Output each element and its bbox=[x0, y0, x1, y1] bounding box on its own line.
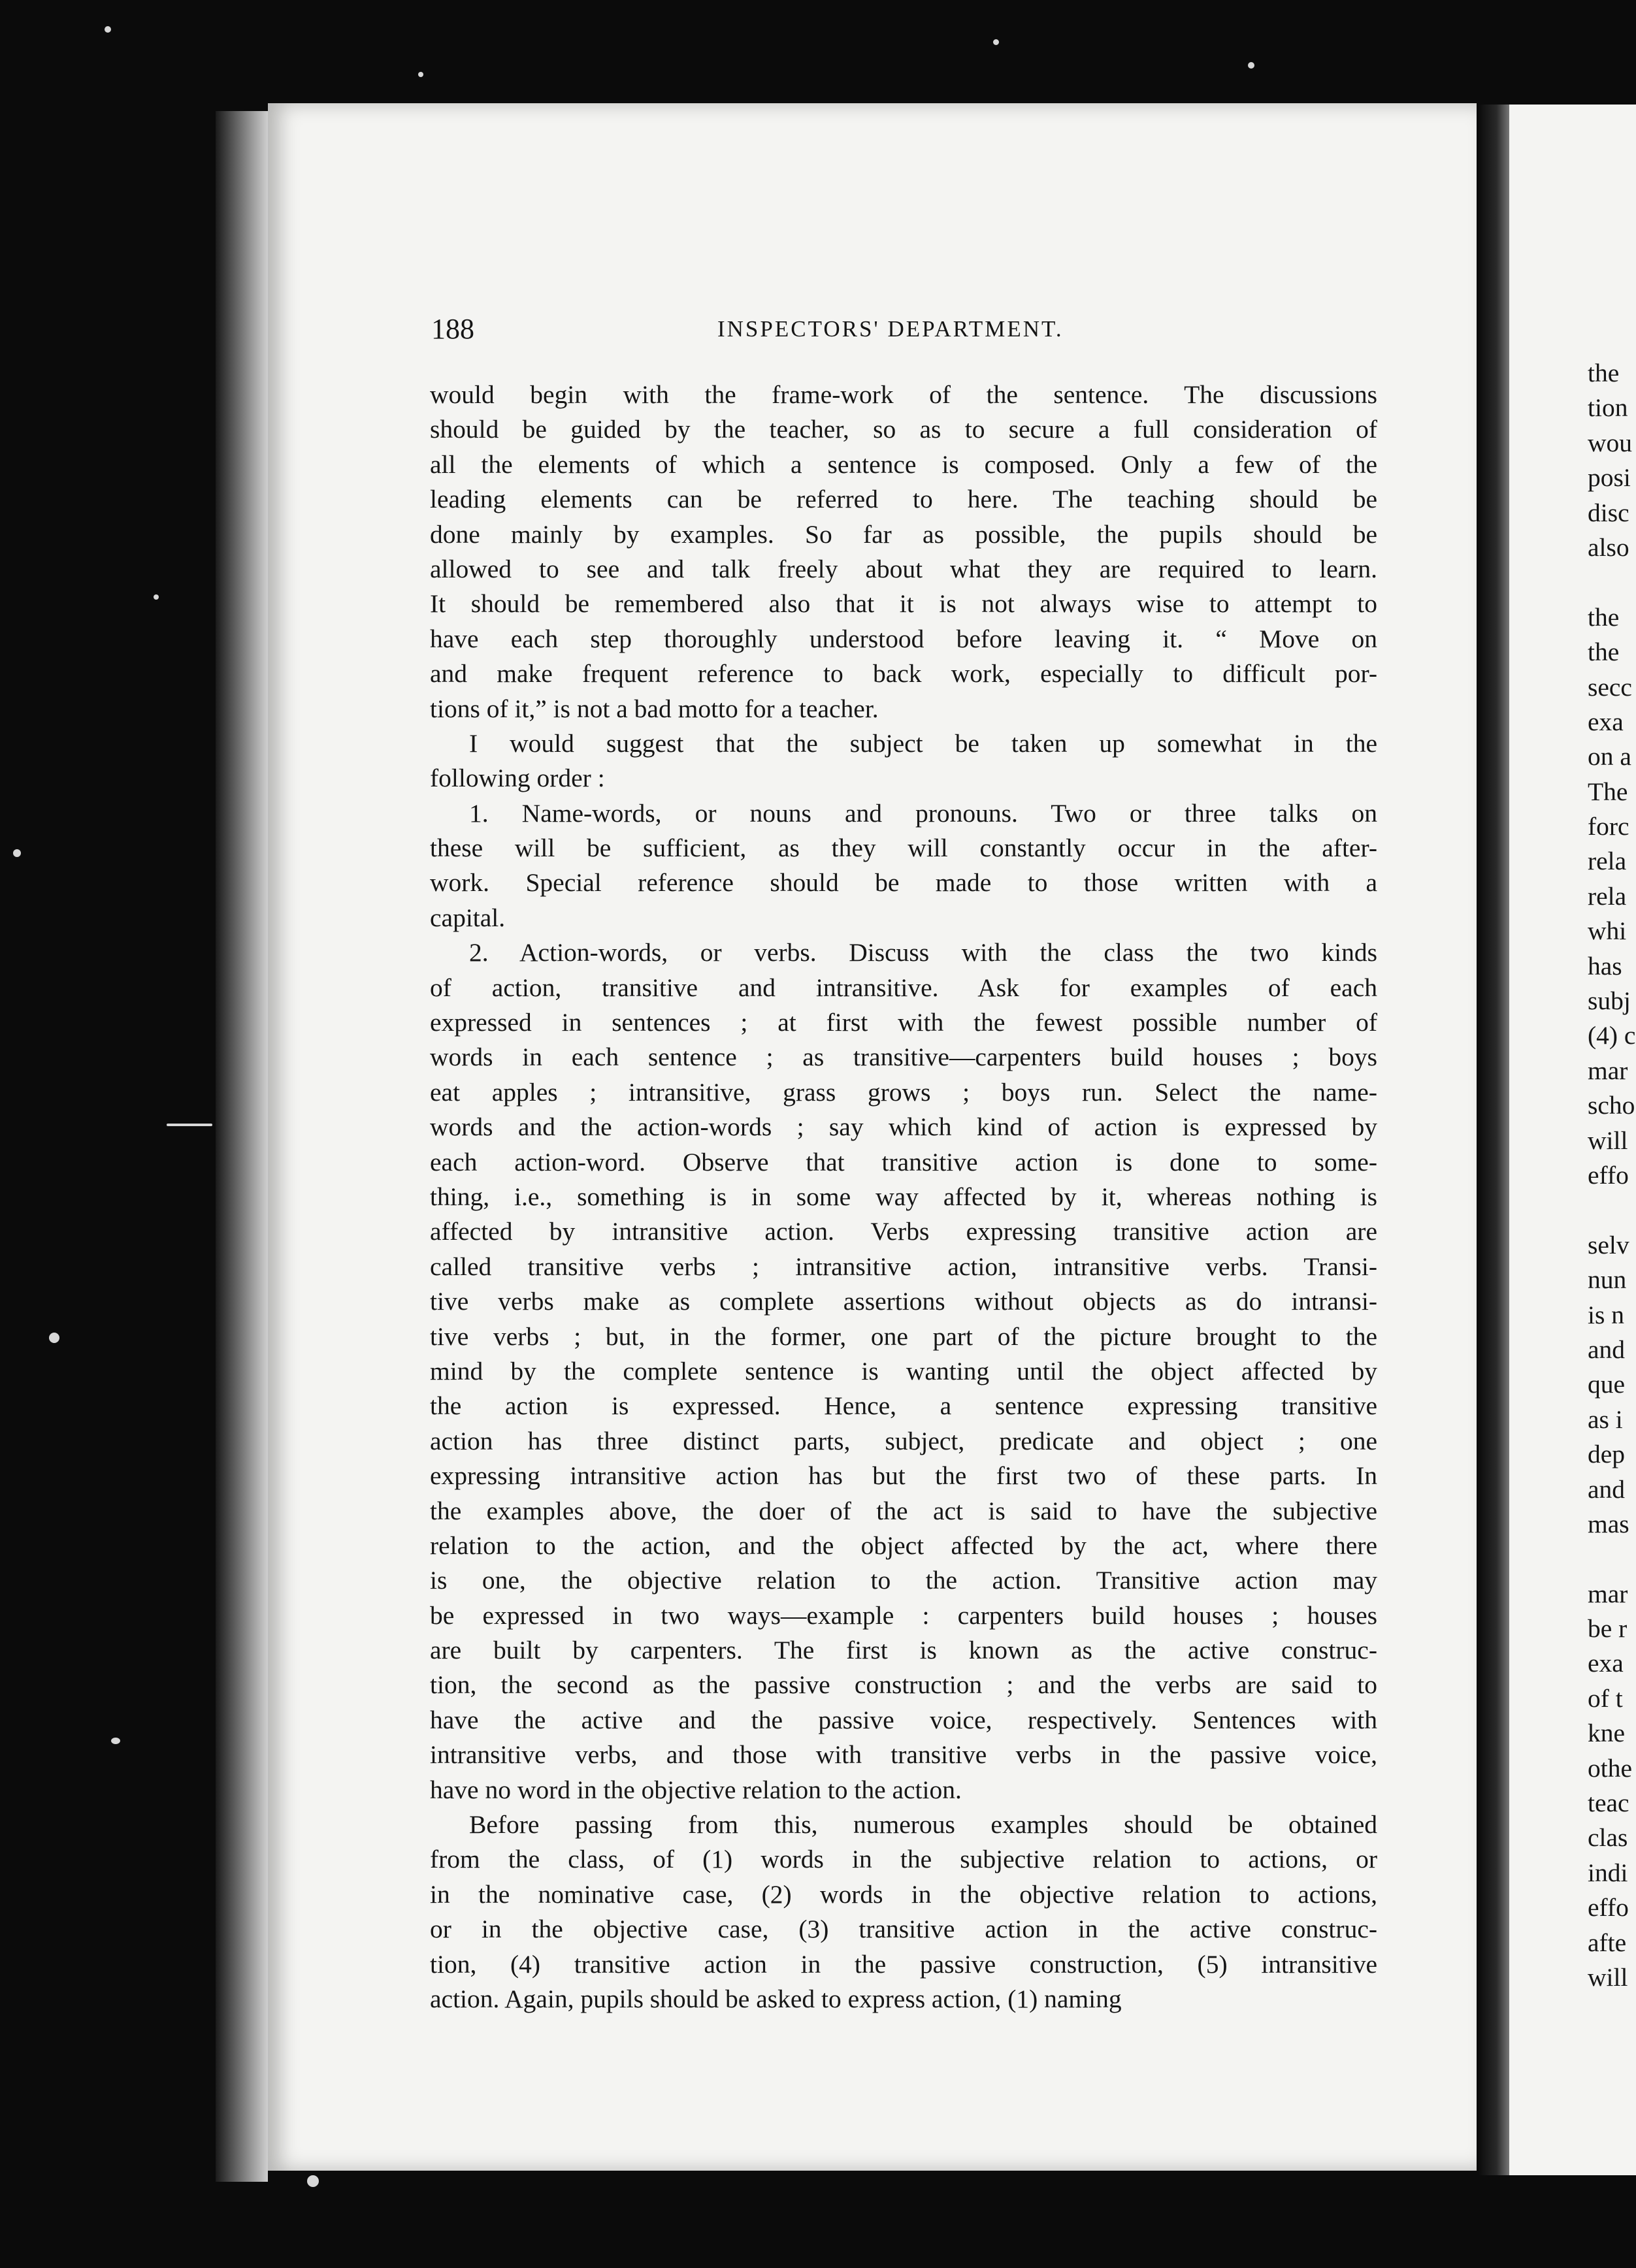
page-number: 188 bbox=[431, 313, 474, 345]
text-line: tive verbs ; but, in the former, one part of the picture brought to the bbox=[430, 1321, 1377, 1351]
text-line: expressed in sentences ; at first with the fewest possible number of bbox=[430, 1008, 1377, 1037]
adjacent-text-fragment: the bbox=[1588, 638, 1620, 667]
text-line: the examples above, the doer of the act is said to have the subjective bbox=[430, 1496, 1377, 1525]
adjacent-text-fragment: and bbox=[1588, 1335, 1626, 1364]
text-line: allowed to see and talk freely about what they are required to learn. bbox=[430, 554, 1377, 583]
dust-speck bbox=[111, 1738, 120, 1744]
text-line: be expressed in two ways—example : carpenters build houses ; houses bbox=[430, 1600, 1377, 1630]
adjacent-text-fragment: as i bbox=[1588, 1404, 1623, 1434]
adjacent-text-fragment: rela bbox=[1588, 881, 1627, 911]
adjacent-text-fragment bbox=[1588, 1542, 1635, 1576]
adjacent-text-fragment: of t bbox=[1588, 1683, 1623, 1713]
adjacent-text-fragment: posi bbox=[1588, 463, 1631, 493]
text-line: of action, transitive and intransitive. Ask for examples of each bbox=[430, 973, 1377, 1002]
adjacent-text-fragment: mar bbox=[1588, 1056, 1628, 1085]
text-line: relation to the action, and the object affected by the act, where there bbox=[430, 1531, 1377, 1560]
text-line: 1. Name-words, or nouns and pronouns. Two or three talks on bbox=[469, 798, 1377, 828]
text-line: the action is expressed. Hence, a sentence expressing transitive bbox=[430, 1391, 1377, 1421]
dust-speck bbox=[49, 1333, 59, 1343]
adjacent-text-fragment: effo bbox=[1588, 1160, 1629, 1190]
text-line: expressing intransitive action has but the first two of these parts. In bbox=[430, 1461, 1377, 1491]
text-line: eat apples ; intransitive, grass grows ; boys run. Select the name- bbox=[430, 1077, 1377, 1107]
text-line: I would suggest that the subject be taken up somewhat in the bbox=[469, 728, 1377, 758]
text-line: should be guided by the teacher, so as to secure a full consideration of bbox=[430, 415, 1377, 444]
dust-speck bbox=[105, 26, 111, 33]
adjacent-text-fragment: teac bbox=[1588, 1789, 1629, 1818]
adjacent-text-fragment: clas bbox=[1588, 1823, 1628, 1853]
text-line: tions of it,” is not a bad motto for a teacher. bbox=[430, 694, 879, 723]
text-line: following order : bbox=[430, 764, 605, 793]
adjacent-text-fragment: wou bbox=[1588, 428, 1633, 457]
page-header bbox=[431, 312, 1385, 351]
text-line: It should be remembered also that it is not always wise to attempt to bbox=[430, 589, 1377, 619]
text-line: tive verbs make as complete assertions without objects as do intransi- bbox=[430, 1287, 1377, 1316]
adjacent-text-fragment: effo bbox=[1588, 1893, 1629, 1922]
adjacent-text-fragment: whi bbox=[1588, 916, 1627, 946]
text-line: affected by intransitive action. Verbs expressing transitive action are bbox=[430, 1217, 1377, 1246]
adjacent-text-fragment: secc bbox=[1588, 672, 1632, 702]
dust-speck bbox=[993, 39, 999, 45]
adjacent-page-text bbox=[1588, 356, 1635, 1995]
dust-speck bbox=[154, 594, 159, 600]
text-line: 2. Action-words, or verbs. Discuss with the class the two kinds bbox=[469, 938, 1377, 967]
text-line: would begin with the frame-work of the sentence. The discussions bbox=[430, 380, 1377, 409]
adjacent-text-fragment: also bbox=[1588, 532, 1629, 562]
adjacent-text-fragment: (4) c bbox=[1588, 1021, 1636, 1050]
text-line: have the active and the passive voice, respectively. Sentences with bbox=[430, 1705, 1377, 1734]
adjacent-text-fragment bbox=[1588, 565, 1635, 600]
text-line: called transitive verbs ; intransitive action, intransitive verbs. Transi- bbox=[430, 1252, 1377, 1281]
adjacent-text-fragment: scho bbox=[1588, 1091, 1635, 1120]
text-line: from the class, of (1) words in the subjective relation to actions, or bbox=[430, 1845, 1377, 1874]
adjacent-text-fragment: afte bbox=[1588, 1928, 1627, 1957]
adjacent-text-fragment: mar bbox=[1588, 1579, 1628, 1608]
adjacent-text-fragment: dep bbox=[1588, 1440, 1626, 1469]
adjacent-text-fragment: que bbox=[1588, 1370, 1626, 1399]
text-line: or in the objective case, (3) transitive action in the active construc- bbox=[430, 1915, 1377, 1944]
text-line: action has three distinct parts, subject, predicate and object ; one bbox=[430, 1426, 1377, 1455]
adjacent-text-fragment: rela bbox=[1588, 847, 1627, 876]
adjacent-text-fragment: exa bbox=[1588, 707, 1624, 736]
adjacent-text-fragment: will bbox=[1588, 1126, 1628, 1155]
text-line: intransitive verbs, and those with transitive verbs in the passive voice, bbox=[430, 1740, 1377, 1770]
text-line: leading elements can be referred to here. The teaching should be bbox=[430, 485, 1377, 514]
dust-speck bbox=[418, 72, 423, 77]
text-line: is one, the objective relation to the action. Transitive action may bbox=[430, 1566, 1377, 1595]
text-line: are built by carpenters. The first is known as the active construc- bbox=[430, 1636, 1377, 1665]
adjacent-text-fragment: disc bbox=[1588, 498, 1629, 527]
book-spine-shadow bbox=[216, 111, 268, 2182]
text-line: mind by the complete sentence is wanting until the object affected by bbox=[430, 1356, 1377, 1385]
text-line: and make frequent reference to back work, especially to difficult por- bbox=[430, 659, 1377, 688]
adjacent-text-fragment: nun bbox=[1588, 1265, 1627, 1295]
text-line: words in each sentence ; as transitive—carpenters build houses ; boys bbox=[430, 1043, 1377, 1072]
adjacent-text-fragment: tion bbox=[1588, 393, 1628, 423]
body-text bbox=[430, 378, 1377, 2017]
adjacent-text-fragment: exa bbox=[1588, 1649, 1624, 1678]
adjacent-text-fragment bbox=[1588, 1193, 1635, 1227]
adjacent-text-fragment: subj bbox=[1588, 986, 1631, 1016]
adjacent-text-fragment: be r bbox=[1588, 1614, 1628, 1644]
adjacent-text-fragment: is n bbox=[1588, 1300, 1624, 1329]
adjacent-text-fragment: indi bbox=[1588, 1858, 1628, 1887]
adjacent-text-fragment: selv bbox=[1588, 1230, 1629, 1259]
running-head: INSPECTORS' DEPARTMENT. bbox=[717, 316, 1064, 342]
text-line: have each step thoroughly understood before leaving it. “ Move on bbox=[430, 624, 1377, 653]
adjacent-text-fragment: will bbox=[1588, 1962, 1628, 1992]
text-line: have no word in the objective relation to the action. bbox=[430, 1775, 962, 1804]
adjacent-text-fragment: and bbox=[1588, 1474, 1626, 1504]
dust-speck bbox=[307, 2175, 319, 2187]
adjacent-text-fragment: The bbox=[1588, 777, 1628, 806]
text-line: tion, the second as the passive construction ; and the verbs are said to bbox=[430, 1670, 1377, 1700]
text-line: thing, i.e., something is in some way affected by it, whereas nothing is bbox=[430, 1182, 1377, 1211]
dust-streak bbox=[167, 1124, 212, 1126]
adjacent-text-fragment: othe bbox=[1588, 1753, 1633, 1783]
dust-speck bbox=[13, 849, 21, 857]
adjacent-text-fragment: mas bbox=[1588, 1509, 1629, 1538]
text-line: these will be sufficient, as they will constantly occur in the after- bbox=[430, 834, 1377, 863]
text-line: work. Special reference should be made to those written with a bbox=[430, 868, 1377, 898]
text-line: words and the action-words ; say which kind of action is expressed by bbox=[430, 1112, 1377, 1142]
adjacent-text-fragment: has bbox=[1588, 951, 1622, 980]
text-line: all the elements of which a sentence is composed. Only a few of the bbox=[430, 449, 1377, 479]
text-line: in the nominative case, (2) words in the objective relation to actions, bbox=[430, 1879, 1377, 1909]
text-line: tion, (4) transitive action in the passive construction, (5) intransitive bbox=[430, 1949, 1377, 1979]
text-line: Before passing from this, numerous examples should be obtained bbox=[469, 1810, 1377, 1839]
text-line: each action-word. Observe that transitive action is done to some- bbox=[430, 1147, 1377, 1176]
adjacent-text-fragment: kne bbox=[1588, 1719, 1626, 1748]
dust-speck bbox=[1248, 62, 1254, 69]
adjacent-text-fragment: the bbox=[1588, 602, 1620, 632]
page-gutter bbox=[1478, 105, 1509, 2175]
adjacent-text-fragment: the bbox=[1588, 359, 1620, 387]
text-line: capital. bbox=[430, 903, 506, 932]
text-line: action. Again, pupils should be asked to express action, (1) naming bbox=[430, 1984, 1122, 2013]
adjacent-text-fragment: on a bbox=[1588, 742, 1631, 771]
text-line: done mainly by examples. So far as possible, the pupils should be bbox=[430, 519, 1377, 549]
adjacent-text-fragment: forc bbox=[1588, 812, 1629, 841]
